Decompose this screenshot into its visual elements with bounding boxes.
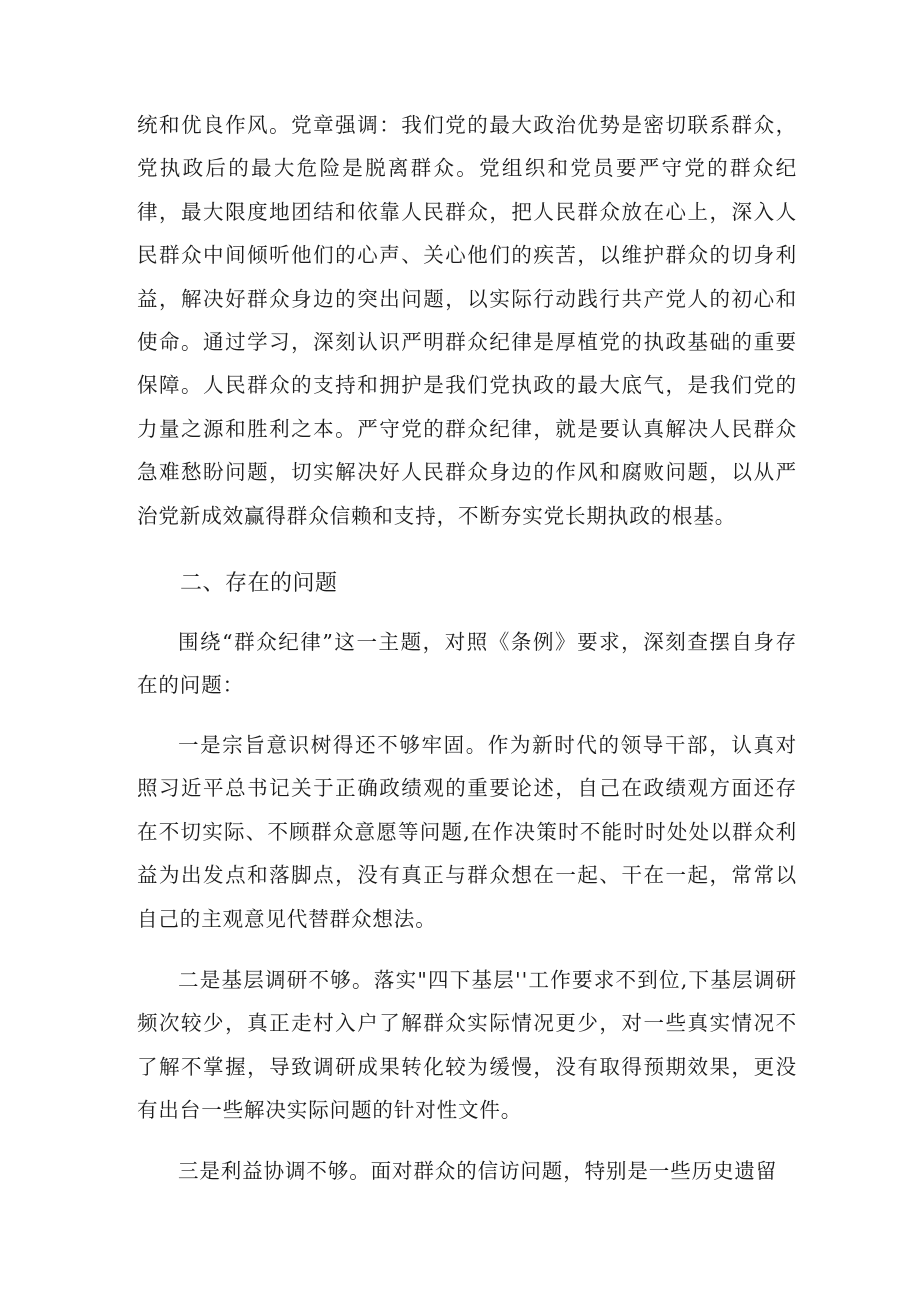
paragraph-item-1: 一是宗旨意识树得还不够牢固。作为新时代的领导干部，认真对照习近平总书记关于正确政绩观的重要论述，自己在政绩观方面还存在不切实际、不顾群众意愿等问题,在作决策时不能时时处处以群众利益为出发点和落脚点，没有真正与群众想在一起、干在一起，常常以自己的主观意见代替群众想法。	[137, 733, 797, 931]
paragraph-item-3: 三是利益协调不够。面对群众的信访问题，特别是一些历史遗留	[178, 1159, 778, 1183]
paragraph-party-constitution: 统和优良作风。党章强调：我们党的最大政治优势是密切联系群众，党执政后的最大危险是脱离群众。党组织和党员要严守党的群众纪律，最大限度地团结和依靠人民群众，把人民群众放在心上，深入人民群众中间倾听他们的心声、关心他们的疾苦，以维护群众的切身利益，解决好群众身边的突出问题，以实际行动践行共产党人的初心和使命。通过学习，深刻认识严明群众纪律是厚植党的执政基础的重要保障。人民群众的支持和拥护是我们党执政的最大底气，是我们党的力量之源和胜利之本。严守党的群众纪律，就是要认真解决人民群众急难愁盼问题，切实解决好人民群众身边的作风和腐败问题，以从严治党新成效赢得群众信赖和支持，不断夯实党长期执政的根基。	[137, 113, 797, 528]
section-heading-problems: 二、存在的问题	[180, 571, 338, 596]
paragraph-intro: 围绕“群众纪律”这一主题，对照《条例》要求，深刻查摆自身存在的问题：	[137, 630, 797, 698]
paragraph-item-2: 二是基层调研不够。落实"四下基层''工作要求不到位,下基层调研频次较少，真正走村入户了解群众实际情况更少，对一些真实情况不了解不掌握，导致调研成果转化较为缓慢，没有取得预期效果，更没有出台一些解决实际问题的针对性文件。	[137, 968, 797, 1123]
